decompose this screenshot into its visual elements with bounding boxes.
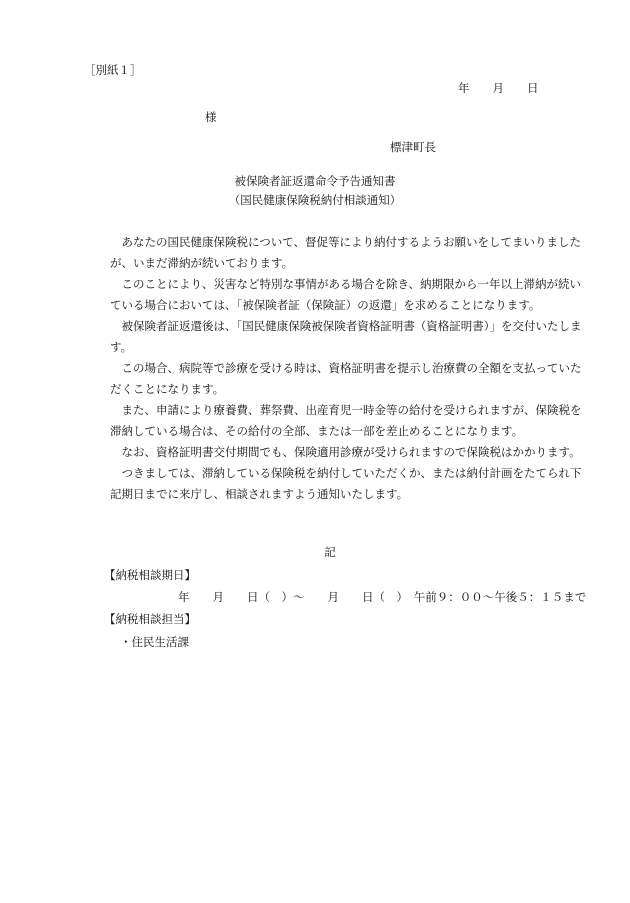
consult-staff-value: ・住民生活課: [120, 635, 189, 649]
addressee-suffix: 様: [205, 110, 217, 124]
body-paragraph: あなたの国民健康保険税について、督促等により納付するようお願いをしてまいりましたが、いまだ滞納が続いております。: [110, 235, 582, 270]
body-paragraph: なお、資格証明書交付期間でも、保険適用診療が受けられますので保険税はかかります。: [121, 445, 581, 459]
body-text: [110, 232, 582, 505]
body-paragraph: この場合、病院等で診療を受ける時は、資格証明書を提示し治療費の全額を支払っていただくことになります。: [110, 361, 582, 396]
ki-marker: 記: [324, 545, 336, 559]
body-paragraph: このことにより、災害など特別な事情がある場合を除き、納期限から一年以上滞納が続いている場合においては、「被保険者証（保険証）の返還」を求めることになります。: [110, 277, 582, 312]
document-title: 被保険者証返還命令予告通知書: [234, 174, 396, 188]
consult-date-heading: 【納税相談期日】: [104, 568, 196, 582]
consult-staff-heading: 【納税相談担当】: [104, 612, 196, 626]
sender-name: 標津町長: [390, 140, 436, 154]
body-paragraph: つきましては、滞納している保険税を納付していただくか、または納付計画をたてられ下記期日までに来庁し、相談されますよう通知いたします。: [110, 466, 582, 501]
date-line: 年 月 日: [458, 81, 539, 95]
document-subtitle: （国民健康保険税納付相談通知）: [228, 193, 402, 207]
body-paragraph: また、申請により療養費、葬祭費、出産育児一時金等の給付を受けられますが、保険税を滞納している場合は、その給付の全部、または一部を差止めることになります。: [110, 403, 582, 438]
attachment-label: ［別紙１］: [84, 63, 142, 77]
body-paragraph: 被保険者証返還後は、「国民健康保険被保険者資格証明書（資格証明書）」を交付いたします。: [110, 319, 582, 354]
consult-date-value: 年 月 日（ ）～ 月 日（ ） 午前９：００～午後５：１５まで: [178, 590, 587, 604]
